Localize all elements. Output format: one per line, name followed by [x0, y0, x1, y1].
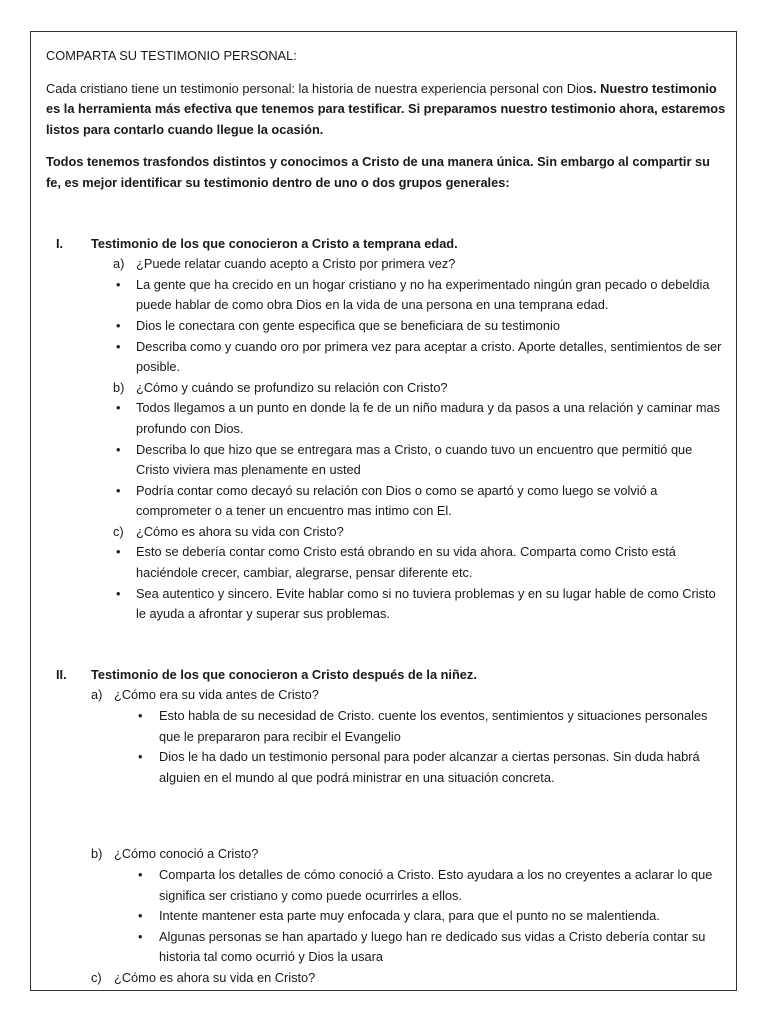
bullet-icon: •: [138, 749, 143, 765]
bullet-icon: •: [116, 338, 121, 354]
document-title: COMPARTA SU TESTIMONIO PERSONAL:: [46, 48, 297, 63]
section-1-title: Testimonio de los que conocieron a Cristo a temprana edad.: [91, 235, 458, 251]
bullet-icon: •: [138, 928, 143, 944]
bullet-text: Esto se debería contar como Cristo está obrando en su vida ahora. Comparta como Cristo está haciéndole crecer, cambiar, alegrarse, pensar diferente etc.: [136, 544, 676, 581]
bullet-icon: •: [116, 441, 121, 457]
intro-plain: Cada cristiano tiene un testimonio personal: la historia de nuestra experiencia personal con Dio: [46, 80, 586, 96]
bullet-icon: •: [116, 400, 121, 416]
list-item: [46, 542, 726, 583]
bullet-icon: •: [138, 867, 143, 882]
bullet-text: Algunas personas se han apartado y luego han re dedicado sus vidas a Cristo debería contar su historia tal como ocurrió y Dios la usara: [159, 928, 706, 965]
bullet-text: Describa como y cuando oro por primera vez para aceptar a cristo. Aporte detalles, sentimientos de ser posible.: [136, 338, 722, 375]
intro2-bold: Todos tenemos trasfondos distintos y conocimos a Cristo de una manera única. Sin embargo al compartir su fe, es mejor identificar su testimonio dentro de uno o dos grupos generales:: [46, 154, 710, 190]
intro-bold: s. Nuestro testimonio es la herramienta más efectiva que tenemos para testificar. Si preparamos nuestro testimonio ahora, estaremos listos para contarlo cuando llegue la ocasión.: [46, 80, 726, 137]
list-item: [46, 275, 726, 316]
bullet-icon: •: [116, 585, 121, 601]
list-item: [46, 706, 726, 747]
bullet-text: La gente que ha crecido en un hogar cristiano y no ha experimentado ningún gran pecado o debeldia puede hablar de como obra Dios en la vida de una persona en una temprana edad.: [136, 276, 710, 313]
bullet-icon: •: [116, 276, 121, 292]
bullet-text: Todos llegamos a un punto en donde la fe de un niño madura y da pasos a una relación y caminar mas profundo con Dios.: [136, 400, 721, 436]
bullet-text: Sea autentico y sincero. Evite hablar como si no tuviera problemas y en su lugar hable de como Cristo le ayuda a afrontar y superar sus problemas.: [136, 585, 716, 622]
section-1-heading: [46, 234, 726, 255]
section-1-number: I.: [56, 235, 64, 251]
bullet-text: Esto habla de su necesidad de Cristo. cuente los eventos, sentimientos y situaciones personales que le prepararon para recibir el Evangelio: [159, 708, 708, 744]
item-label: a): [91, 687, 103, 703]
list-item: [46, 865, 726, 906]
intro-paragraph-2: [46, 152, 726, 193]
list-item: [46, 927, 726, 968]
list-item: [46, 398, 726, 439]
item-text: ¿Cómo es ahora su vida en Cristo?: [114, 969, 316, 985]
section-2-item-c: [46, 968, 726, 989]
section-2-item-b: [46, 844, 726, 865]
document-body: [46, 46, 726, 989]
list-item: [46, 440, 726, 481]
section-2-title: Testimonio de los que conocieron a Cristo después de la niñez.: [91, 666, 477, 682]
bullet-text: Podría contar como decayó su relación con Dios o como se apartó y como luego se volvió a comprometer o a tener un encuentro mas intimo con El.: [136, 482, 658, 519]
bullet-text: Describa lo que hizo que se entregara mas a Cristo, o cuando tuvo un encuentro que permitió que Cristo viviera mas plenamente en usted: [136, 441, 693, 478]
item-label: b): [113, 379, 125, 395]
item-text: ¿Cómo es ahora su vida con Cristo?: [136, 523, 344, 539]
section-2-heading: [46, 665, 726, 686]
list-item: [46, 481, 726, 522]
bullet-text: Dios le ha dado un testimonio personal para poder alcanzar a ciertas personas. Sin duda habrá alguien en el mundo al que podrá ministrar en una situación concreta.: [159, 749, 700, 785]
bullet-icon: •: [116, 317, 121, 333]
bullet-text: Intente mantener esta parte muy enfocada y clara, para que el punto no se malentienda.: [159, 908, 660, 924]
list-item: [46, 747, 726, 788]
bullet-icon: •: [116, 544, 121, 560]
bullet-icon: •: [116, 482, 121, 498]
bullet-text: Dios le conectara con gente especifica que se beneficiara de su testimonio: [136, 317, 560, 333]
item-text: ¿Cómo era su vida antes de Cristo?: [114, 687, 319, 703]
item-label: c): [113, 523, 124, 539]
section-2-number: II.: [56, 666, 67, 682]
section-1-item-c: [46, 522, 726, 543]
list-item: [46, 337, 726, 378]
document-frame: [30, 31, 737, 991]
item-text: ¿Cómo conoció a Cristo?: [114, 846, 259, 862]
item-label: c): [91, 969, 102, 985]
list-item: [46, 316, 726, 337]
item-label: b): [91, 846, 103, 862]
section-2-item-a: [46, 685, 726, 706]
intro-paragraph: [46, 79, 726, 141]
item-text: ¿Puede relatar cuando acepto a Cristo por primera vez?: [136, 256, 456, 272]
item-text: ¿Cómo y cuándo se profundizo su relación con Cristo?: [136, 379, 448, 395]
section-1-item-a: [46, 254, 726, 275]
bullet-icon: •: [138, 908, 143, 924]
list-item: [46, 906, 726, 927]
bullet-text: Comparta los detalles de cómo conoció a Cristo. Esto ayudara a los no creyentes a aclarar lo que significa ser cristiano y como puede ocurrirles a ellos.: [159, 867, 713, 903]
bullet-icon: •: [138, 708, 143, 724]
list-item: [46, 584, 726, 625]
section-1-item-b: [46, 378, 726, 399]
item-label: a): [113, 256, 125, 272]
